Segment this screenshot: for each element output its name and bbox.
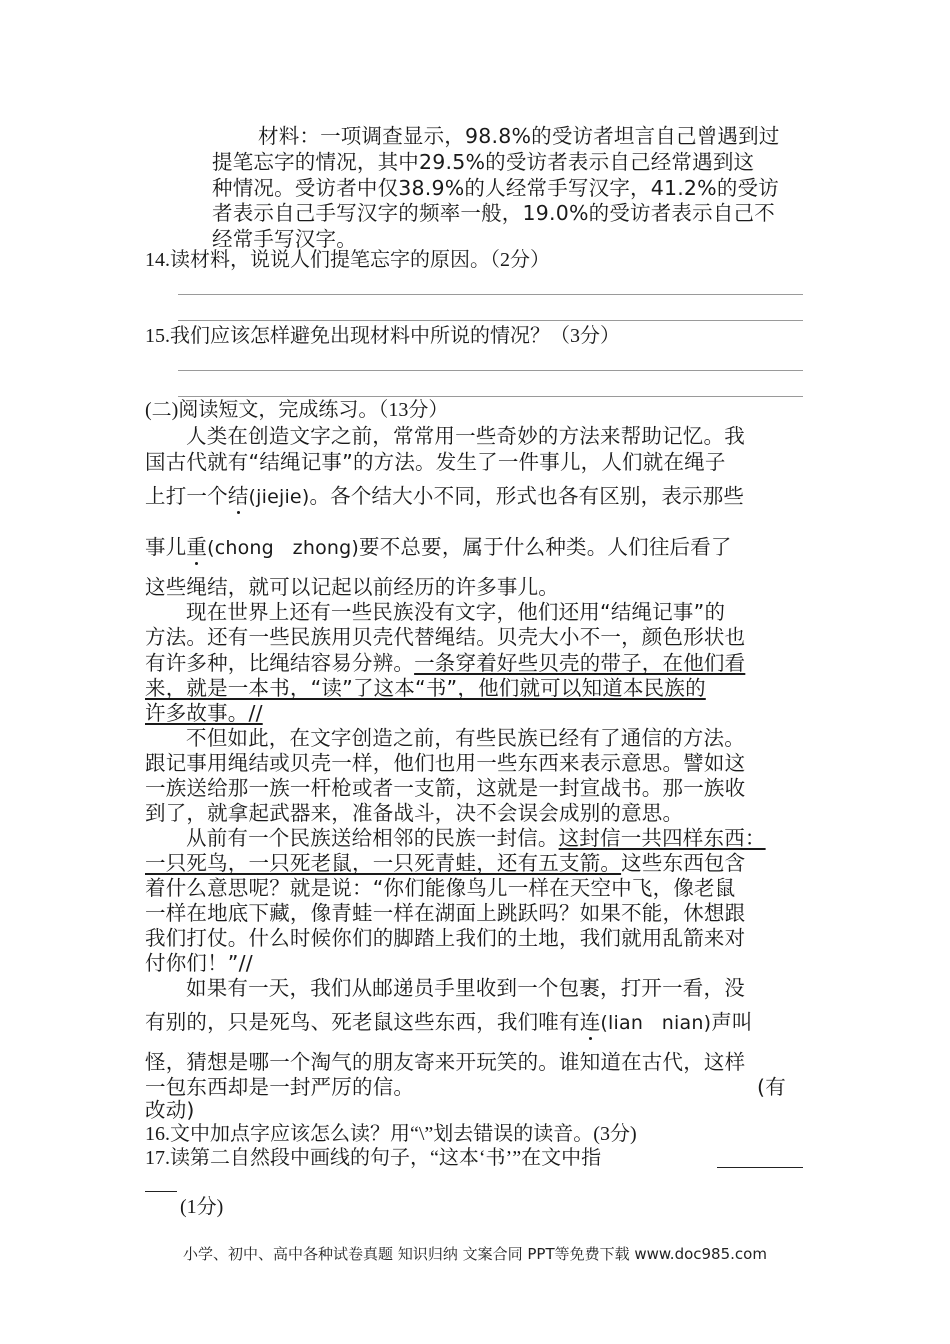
underlined-sentence: 一只死鸟，一只死老鼠，一只死青蛙，还有五支箭。 — [145, 851, 622, 875]
question-16: 16.文中加点字应该怎么读？用“\”划去错误的读音。(3分) — [145, 1123, 637, 1145]
underlined-sentence: 来，就是一本书，“读”了这本“书”，他们就可以知道本民族的 — [145, 676, 706, 700]
pinyin-options[interactable]: (jiejie) — [248, 486, 310, 508]
passage-note: (有 — [757, 1075, 786, 1099]
passage-line: 方法。还有一些民族用贝壳代替绳结。贝壳大小不一，颜色形状也 — [145, 625, 746, 649]
passage-line: 一样在地底下藏，像青蛙一样在湖面上跳跃吗？如果不能，休想跟 — [145, 901, 746, 925]
passage-text: 事儿 — [145, 535, 187, 559]
answer-blank[interactable] — [717, 1167, 803, 1168]
passage-line: 这些绳结，就可以记起以前经历的许多事儿。 — [145, 575, 559, 599]
passage-line — [186, 826, 766, 850]
material-line-5: 经常手写汉字。 — [212, 227, 357, 251]
material-line-1: 材料：一项调查显示，98.8%的受访者坦言自己曾遇到过 — [258, 124, 780, 148]
passage-line — [145, 535, 732, 560]
passage-line — [145, 1010, 753, 1035]
question-15: 15.我们应该怎样避免出现材料中所说的情况？（3分） — [145, 325, 620, 347]
question-17: 17.读第二自然段中画线的句子，“这本‘书’”在文中指 — [145, 1147, 602, 1169]
passage-line: 人类在创造文字之前，常常用一些奇妙的方法来帮助记忆。我 — [186, 424, 745, 448]
pinyin-options[interactable]: (lian nian) — [600, 1012, 712, 1034]
underlined-sentence: 一条穿着好些贝壳的带子，在他们看 — [414, 651, 746, 675]
passage-text: 。各个结大小不同，形式也各有区别，表示那些 — [309, 484, 745, 508]
answer-line[interactable] — [178, 370, 803, 371]
passage-line: 着什么意思呢？就是说：“你们能像鸟儿一样在天空中飞，像老鼠 — [145, 876, 736, 900]
underlined-sentence: 许多故事。// — [145, 701, 263, 725]
answer-line[interactable] — [178, 294, 803, 295]
passage-text: 声叫 — [711, 1010, 753, 1034]
answer-line[interactable] — [178, 396, 803, 397]
passage-line: 怪，猜想是哪一个淘气的朋友寄来开玩笑的。谁知道在古代，这样 — [145, 1050, 746, 1074]
answer-line[interactable] — [178, 320, 803, 321]
section-title: (二)阅读短文，完成练习。（13分） — [145, 399, 449, 421]
underlined-sentence: 这封信一共四样东西： — [558, 826, 766, 850]
passage-note: 改动) — [145, 1098, 195, 1122]
passage-line: 如果有一天，我们从邮递员手里收到一个包裹，打开一看，没 — [186, 976, 745, 1000]
passage-text: 上打一个 — [145, 484, 228, 508]
passage-line: 现在世界上还有一些民族没有文字，他们还用“结绳记事”的 — [186, 600, 726, 624]
passage-line — [145, 851, 745, 875]
passage-text: 从前有一个民族送给相邻的民族一封信。 — [186, 826, 559, 850]
answer-blank[interactable] — [145, 1191, 177, 1192]
question-14: 14.读材料，说说人们提笔忘字的原因。（2分） — [145, 249, 550, 271]
material-line-3: 种情况。受访者中仅38.9%的人经常手写汉字，41.2%的受访 — [212, 176, 779, 200]
material-line-4: 者表示自己手写汉字的频率一般，19.0%的受访者表示自己不 — [212, 201, 775, 225]
passage-line: 一包东西却是一封严厉的信。 — [145, 1075, 415, 1099]
passage-line: 一族送给那一族一杆枪或者一支箭，这就是一封宣战书。那一族收 — [145, 776, 746, 800]
passage-line: 国古代就有“结绳记事”的方法。发生了一件事儿，人们就在绳子 — [145, 450, 726, 474]
passage-line: 到了，就拿起武器来，准备战斗，决不会误会成别的意思。 — [145, 801, 684, 825]
passage-text: 有别的，只是死鸟、死老鼠这些东西，我们唯有 — [145, 1010, 580, 1034]
passage-text: 这些东西包含 — [621, 851, 746, 875]
pinyin-options[interactable]: (chong zhong) — [207, 537, 360, 559]
passage-line: 我们打仗。什么时候你们的脚踏上我们的土地，我们就用乱箭来对 — [145, 926, 746, 950]
passage-line — [145, 651, 745, 675]
passage-line — [145, 484, 744, 509]
dotted-character: 连 — [579, 1010, 601, 1034]
page-footer: 小学、初中、高中各种试卷真题 知识归纳 文案合同 PPT等免费下载 www.doc985.com — [183, 1245, 767, 1263]
material-line-2: 提笔忘字的情况，其中29.5%的受访者表示自己经常遇到这 — [212, 150, 755, 174]
passage-text: 有许多种，比绳结容易分辨。 — [145, 651, 415, 675]
passage-line: 付你们！”// — [145, 951, 253, 975]
passage-line: 跟记事用绳结或贝壳一样，他们也用一些东西来表示意思。譬如这 — [145, 751, 746, 775]
passage-text: 要不总要，属于什么种类。人们往后看了 — [359, 535, 732, 559]
passage-line: 不但如此，在文字创造之前，有些民族已经有了通信的方法。 — [186, 726, 745, 750]
dotted-character: 重 — [186, 535, 208, 559]
question-17-score: (1分) — [180, 1196, 224, 1218]
dotted-character: 结 — [227, 484, 249, 508]
